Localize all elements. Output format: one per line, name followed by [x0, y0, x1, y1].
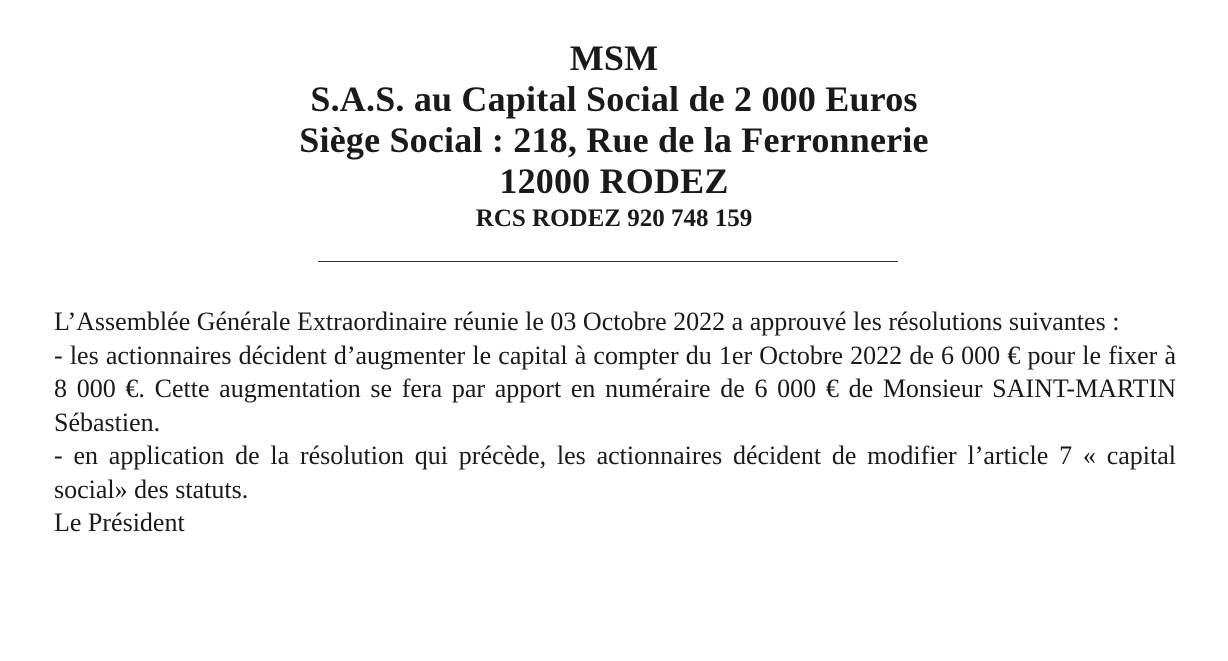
document-header — [0, 38, 1228, 234]
signature: Le Président — [54, 508, 185, 537]
resolution-1: - les actionnaires décident d’augmenter le capital à compter du 1er Octobre 2022 de 6 000 € pour le fixer à 8 000 €. Cette augmentation se fera par apport en numéraire de 6 000 € de Monsieur SAINT-MARTIN Sébastien. — [54, 340, 1176, 437]
header-divider — [318, 261, 898, 262]
registered-address: Siège Social : 218, Rue de la Ferronnerie — [299, 120, 929, 160]
intro-paragraph: L’Assemblée Générale Extraordinaire réunie le 03 Octobre 2022 a approuvé les résolutions suivantes : — [54, 307, 1120, 336]
company-name: MSM — [569, 38, 659, 78]
legal-form: S.A.S. au Capital Social de 2 000 Euros — [310, 79, 918, 119]
city: 12000 RODEZ — [499, 161, 729, 201]
resolution-2: - en application de la résolution qui précède, les actionnaires décident de modifier l’article 7 « capital social» des statuts. — [54, 441, 1176, 504]
rcs-registration: RCS RODEZ 920 748 159 — [475, 205, 753, 232]
notice-body — [54, 305, 1176, 540]
